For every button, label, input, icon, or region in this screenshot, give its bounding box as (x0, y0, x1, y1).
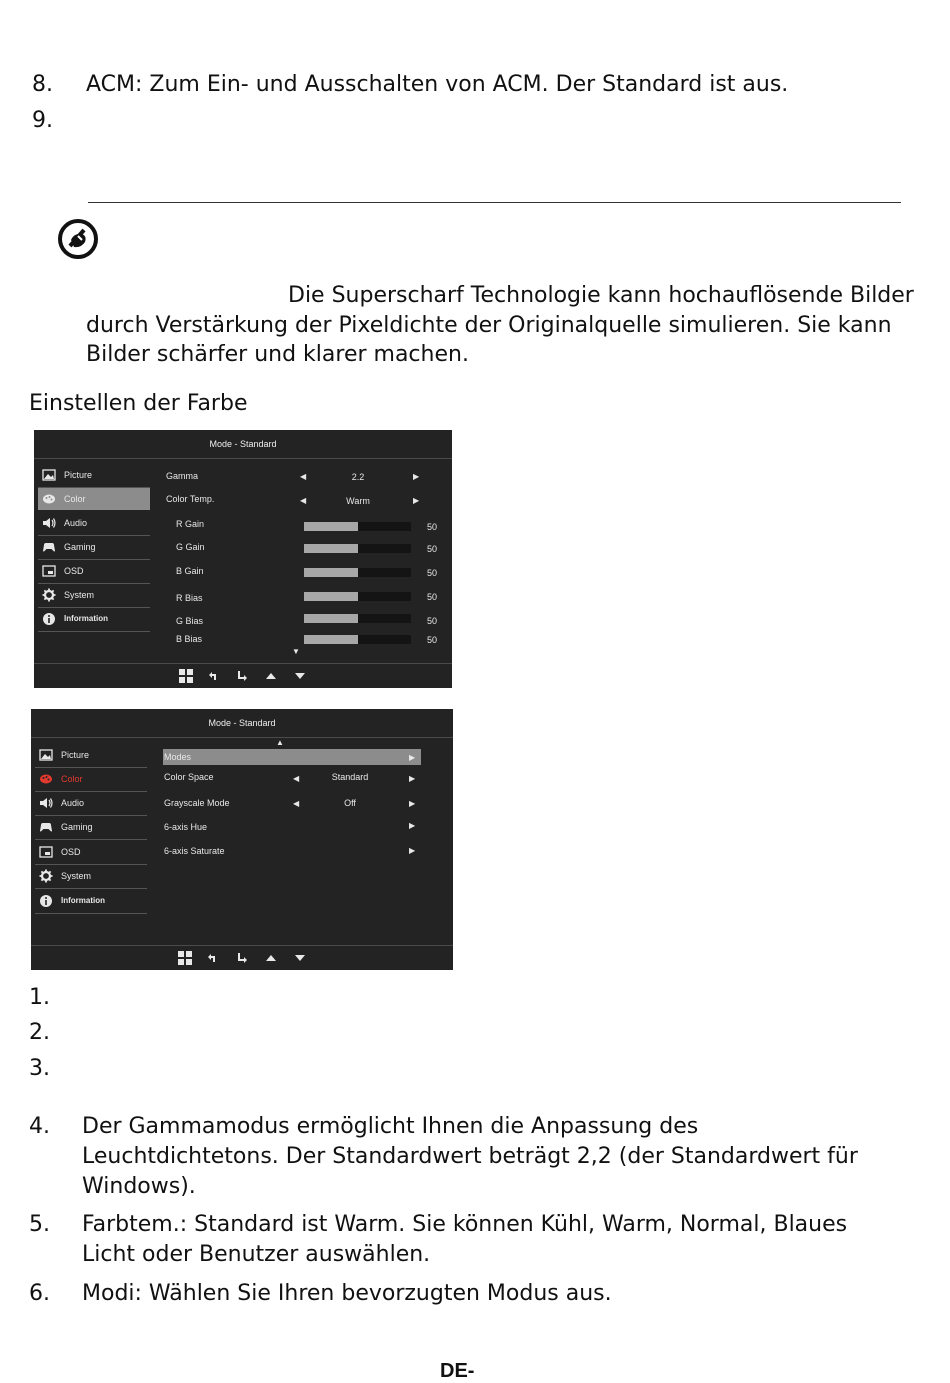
hue-label: 6-axis Hue (164, 822, 208, 832)
scroll-down-indicator[interactable]: ▼ (292, 647, 300, 656)
info-icon (39, 894, 53, 908)
g-bias-slider[interactable] (304, 614, 411, 623)
osd-title: Mode - Standard (208, 718, 276, 728)
grayscale-right-arrow[interactable]: ▶ (409, 799, 416, 808)
list-text-4-line-1: Der Gammamodus ermöglicht Ihnen die Anpassung des (82, 1114, 699, 1139)
osd-header-line (31, 737, 453, 738)
slider-fill (304, 614, 358, 623)
saturate-label: 6-axis Saturate (164, 846, 225, 856)
gamepad-icon (39, 820, 53, 834)
list-text-5-line-1: Farbtem.: Standard ist Warm. Sie können Kühl, Warm, Normal, Blaues (82, 1212, 848, 1237)
r-bias-slider[interactable] (304, 592, 411, 601)
colorspace-value: Standard (331, 772, 369, 782)
sidebar-label: Information (64, 614, 108, 623)
sidebar-item-gaming[interactable] (38, 536, 150, 558)
sidebar-item-information[interactable] (38, 608, 150, 630)
sidebar-label: System (64, 590, 95, 600)
g-gain-slider[interactable] (304, 544, 411, 553)
list-text-8: ACM: Zum Ein- und Ausschalten von ACM. Der Standard ist aus. (86, 72, 789, 97)
slider-value: 50 (427, 616, 438, 626)
gamma-label: Gamma (166, 471, 199, 481)
grayscale-label: Grayscale Mode (164, 798, 230, 808)
sidebar-item-system[interactable] (38, 584, 150, 606)
list-text-5-line-2: Licht oder Benutzer auswählen. (82, 1242, 431, 1267)
down-arrow-icon[interactable] (293, 951, 307, 965)
list-number-2: 2. (29, 1020, 50, 1045)
osd-footer-line (31, 945, 453, 946)
sidebar-label: Audio (61, 798, 85, 808)
speaker-icon (42, 516, 56, 530)
osd-title: Mode - Standard (209, 439, 277, 449)
slider-fill (304, 522, 358, 531)
slider-label: G Gain (176, 542, 205, 552)
enter-icon[interactable] (235, 951, 249, 965)
colortemp-label: Color Temp. (166, 494, 215, 504)
grayscale-left-arrow[interactable]: ◀ (293, 799, 300, 808)
up-arrow-icon[interactable] (264, 951, 278, 965)
slider-label: R Gain (176, 519, 205, 529)
sidebar-separator (38, 631, 150, 632)
osd-header (34, 430, 452, 458)
slider-fill (304, 568, 358, 577)
colortemp-right-arrow[interactable]: ▶ (413, 496, 420, 505)
sidebar-label: Information (61, 896, 105, 905)
note-icon (57, 218, 99, 260)
osd-header (31, 709, 453, 737)
modes-row[interactable] (163, 749, 421, 765)
slider-label: B Bias (176, 634, 203, 644)
enter-icon[interactable] (235, 669, 249, 683)
down-arrow-icon[interactable] (293, 669, 307, 683)
sidebar-item-information[interactable] (35, 890, 147, 912)
sidebar-separator (35, 839, 147, 840)
list-number-8: 8. (32, 72, 53, 97)
picture-icon (42, 468, 56, 482)
sidebar-label: Color (64, 494, 86, 504)
list-text-4-line-3: Windows). (82, 1174, 196, 1199)
colortemp-left-arrow[interactable]: ◀ (300, 496, 307, 505)
gear-icon (39, 869, 53, 883)
gear-icon (42, 588, 56, 602)
sidebar-label: Color (61, 774, 83, 784)
gamepad-icon (42, 540, 56, 554)
slider-value: 50 (427, 592, 438, 602)
list-number-5: 5. (29, 1212, 50, 1237)
list-number-6: 6. (29, 1281, 50, 1306)
grayscale-value: Off (344, 798, 356, 808)
slider-fill (304, 592, 358, 601)
sidebar-item-color[interactable] (38, 488, 150, 510)
palette-icon (39, 772, 53, 786)
gamma-left-arrow[interactable]: ◀ (300, 472, 307, 481)
sidebar-label: System (61, 871, 92, 881)
sidebar-label: Picture (61, 750, 90, 760)
palette-icon (42, 492, 56, 506)
slider-value: 50 (427, 522, 438, 532)
speaker-icon (39, 796, 53, 810)
modes-label: Modes (164, 752, 192, 762)
osd-icon (42, 564, 56, 578)
list-number-3: 3. (29, 1056, 50, 1081)
menu-grid-icon[interactable] (178, 951, 192, 965)
list-number-1: 1. (29, 985, 50, 1010)
colorspace-label: Color Space (164, 772, 214, 782)
note-line-1: Die Superscharf Technologie kann hochauflösende Bilder (288, 283, 914, 308)
saturate-right-arrow[interactable]: ▶ (409, 846, 416, 855)
b-gain-slider[interactable] (304, 568, 411, 577)
page-footer: DE- (440, 1360, 475, 1382)
sidebar-label: OSD (61, 847, 81, 857)
osd-header-line (34, 458, 452, 459)
osd-footer-line (34, 663, 452, 664)
osd-panel-color-settings (34, 430, 452, 688)
sidebar-label: Gaming (64, 542, 96, 552)
sidebar-item-audio[interactable] (35, 792, 147, 814)
sidebar-item-picture[interactable] (35, 744, 147, 766)
back-icon[interactable] (205, 951, 219, 965)
sidebar-item-audio[interactable] (38, 512, 150, 534)
osd-panel-color-modes (31, 709, 453, 970)
sidebar-label: OSD (64, 566, 84, 576)
b-bias-slider[interactable] (304, 635, 411, 644)
r-gain-slider[interactable] (304, 522, 411, 531)
osd-icon (39, 845, 53, 859)
sidebar-separator (35, 913, 147, 914)
up-arrow-icon[interactable] (264, 669, 278, 683)
note-line-3: Bilder schärfer und klarer machen. (86, 342, 469, 367)
sidebar-item-system[interactable] (35, 865, 147, 887)
sidebar-label: Gaming (61, 822, 93, 832)
slider-label: G Bias (176, 616, 204, 626)
menu-grid-icon[interactable] (179, 669, 193, 683)
slider-label: B Gain (176, 566, 204, 576)
scroll-up-indicator[interactable]: ▲ (276, 738, 284, 747)
back-icon[interactable] (206, 669, 220, 683)
sidebar-label: Picture (64, 470, 93, 480)
sidebar-label: Audio (64, 518, 88, 528)
colortemp-value: Warm (346, 496, 370, 506)
slider-fill (304, 544, 358, 553)
slider-value: 50 (427, 635, 438, 645)
list-number-4: 4. (29, 1114, 50, 1139)
list-text-6-line-1: Modi: Wählen Sie Ihren bevorzugten Modus aus. (82, 1281, 612, 1306)
slider-value: 50 (427, 544, 438, 554)
sidebar-separator (35, 888, 147, 889)
divider-line (88, 202, 901, 203)
modes-right-arrow[interactable]: ▶ (409, 753, 416, 762)
hue-right-arrow[interactable]: ▶ (409, 821, 416, 830)
sidebar-item-osd[interactable] (38, 560, 150, 582)
sidebar-item-osd[interactable] (35, 841, 147, 863)
gamma-value: 2.2 (351, 472, 365, 482)
section-heading: Einstellen der Farbe (29, 391, 248, 416)
slider-value: 50 (427, 568, 438, 578)
note-line-2: durch Verstärkung der Pixeldichte der Originalquelle simulieren. Sie kann (86, 313, 892, 338)
slider-fill (304, 635, 358, 644)
colorspace-right-arrow[interactable]: ▶ (409, 774, 416, 783)
picture-icon (39, 748, 53, 762)
colorspace-left-arrow[interactable]: ◀ (293, 774, 300, 783)
sidebar-item-color[interactable] (35, 768, 147, 790)
list-number-9: 9. (32, 108, 53, 133)
gamma-right-arrow[interactable]: ▶ (413, 472, 420, 481)
sidebar-item-picture[interactable] (38, 464, 150, 486)
sidebar-item-gaming[interactable] (35, 816, 147, 838)
slider-label: R Bias (176, 593, 203, 603)
list-text-4-line-2: Leuchtdichtetons. Der Standardwert beträgt 2,2 (der Standardwert für (82, 1144, 858, 1169)
info-icon (42, 612, 56, 626)
